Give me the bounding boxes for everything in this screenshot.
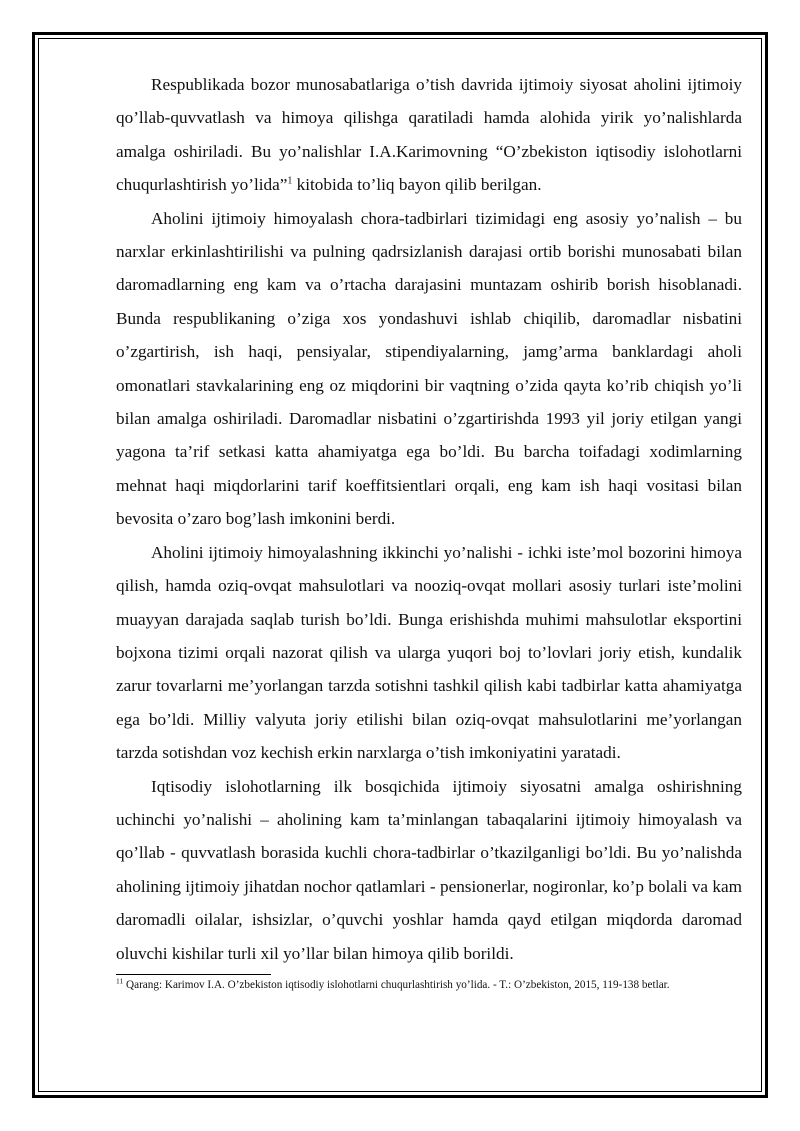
paragraph-3: Aholini ijtimoiy himoyalashning ikkinchi yo’nalishi - ichki iste’mol bozorini himoya qilish, hamda oziq-ovqat mahsulotlari va nooziq-ovqat mollari asosiy turlari iste’molini muayyan darajada saqlab turish bo’ldi. Bunga erishishda muhimi mahsulotlar eksportini bojxona tizimi orqali nazorat qilish va ularga yuqori boj to’lovlari joriy etish, kundalik zarur tovarlarni me’yorlangan tarzda sotishni tashkil qilish kabi tadbirlar katta ahamiyatga ega bo’ldi. Milliy valyuta joriy etilishi bilan oziq-ovqat mahsulotlarini me’yorlangan tarzda sotishdan voz kechish erkin narxlarga o’tish imkoniyatini yaratadi. [116, 542, 742, 763]
paragraph-1-text: Respublikada bozor munosabatlariga o’tish davrida ijtimoiy siyosat aholini ijtimoiy qo’llab-quvvatlash va himoya qilishga qaratiladi hamda alohida yirik yo’nalishlarda amalga oshiriladi. Bu yo’nalishlar I.A.Karimovning “O’zbekiston iqtisodiy islohotlarni chuqurlashtirish yo’lida” [116, 75, 742, 195]
paragraph-1-text-end: kitobida to’liq bayon qilib berilgan. [292, 175, 542, 195]
footnote-separator [116, 974, 271, 975]
footnote-reference[interactable]: 1 [287, 175, 293, 187]
page-body [116, 68, 742, 992]
footnote-text: Qarang: Karimov I.A. O’zbekiston iqtisodiy islohotlarni chuqurlashtirish yo’lida. - T.: O’zbekiston, 2015, 119-138 betlar. [123, 978, 670, 991]
footnote [116, 976, 742, 993]
footnote-marker: 11 [116, 976, 124, 986]
paragraph-2: Aholini ijtimoiy himoyalash chora-tadbirlari tizimidagi eng asosiy yo’nalish – bu narxlar erkinlashtirilishi va pulning qadrsizlanish darajasi ortib borishi munosabati bilan daromadlarning eng kam va o’rtacha darajasini muntazam oshirib borish hisoblanadi. Bunda respublikaning o’ziga xos yondashuvi ishlab chiqilib, daromadlar nisbatini o’zgartirish, ish haqi, pensiyalar, stipendiyalarning, jamg’arma banklardagi aholi omonatlari stavkalarining eng oz miqdorini bir vaqtning o’zida qayta ko’rib chiqish yo’li bilan amalga oshiriladi. Daromadlar nisbatini o’zgartirishda 1993 yil joriy etilgan yangi yagona ta’rif setkasi katta ahamiyatga ega bo’ldi. Bu barcha toifadagi xodimlarning mehnat haqi miqdorlarini tarif koeffitsientlari orqali, eng kam ish haqi vositasi bilan bevosita o’zaro bog’lash imkonini berdi. [116, 208, 742, 529]
paragraph-1 [116, 68, 742, 202]
paragraph-4: Iqtisodiy islohotlarning ilk bosqichida ijtimoiy siyosatni amalga oshirishning uchinchi yo’nalishi – aholining kam ta’minlangan tabaqalarini ijtimoiy himoyalash va qo’llab - quvvatlash borasida kuchli chora-tadbirlar o’tkazilganligi bo’ldi. Bu yo’nalishda aholining ijtimoiy jihatdan nochor qatlamlari - pensionerlar, nogironlar, ko’p bolali va kam daromadli oilalar, ishsizlar, o’quvchi yoshlar hamda qayd etilgan miqdorda daromad oluvchi kishilar turli xil yo’llar bilan himoya qilib borildi. [116, 776, 742, 963]
